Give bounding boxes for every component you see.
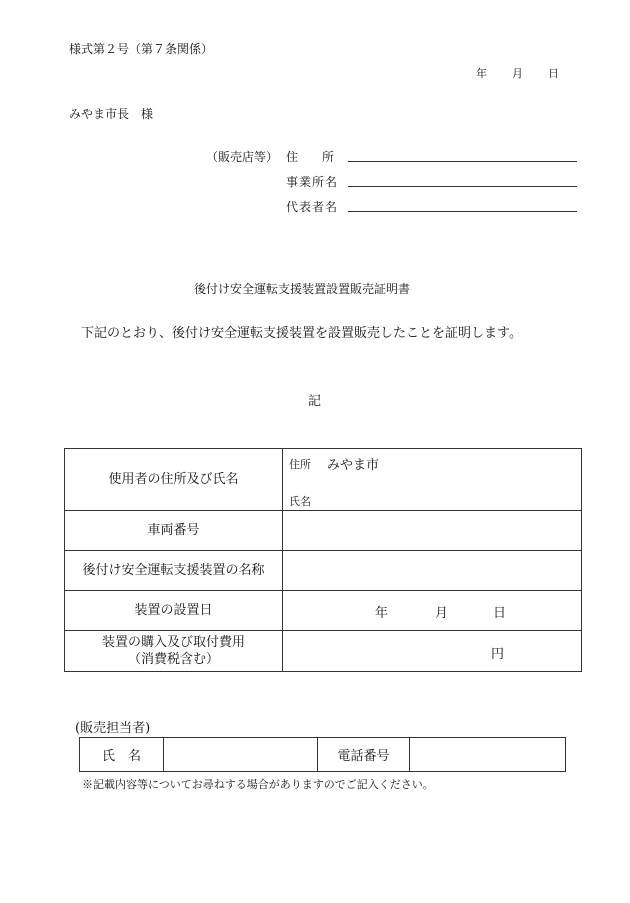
date-day-label: 日 [548,67,559,80]
table-row-vehicle [65,511,582,551]
table-row-cost [65,631,582,672]
install-date-label: 装置の設置日 [65,591,283,631]
seller-row [80,738,566,772]
device-label: 後付け安全運転支援装置の名称 [65,551,283,591]
table-row-user [65,449,582,511]
issuer-address-line[interactable] [348,161,577,162]
certificate-table [64,448,582,672]
address-value: みやま市 [327,458,380,473]
cost-label-line1: 装置の購入及び取付費用 [101,635,245,650]
vehicle-label: 車両番号 [65,511,283,551]
table-row-install-date [65,591,582,631]
date-year-label: 年 [476,67,487,80]
seller-heading: (販売担当者) [75,721,151,736]
ki-heading: 記 [308,394,322,409]
name-prefix: 氏名 [289,495,311,508]
device-value-cell[interactable] [283,551,582,591]
addressee: みやま市長 様 [69,107,154,121]
form-number: 様式第２号（第７条関係） [69,42,214,56]
cost-unit: 円 [491,647,505,662]
seller-phone-label: 電話番号 [318,738,410,772]
install-month-label: 月 [435,606,449,621]
user-value-cell[interactable] [283,449,582,511]
document-title: 後付け安全運転支援装置設置販売証明書 [194,282,411,296]
seller-name-field[interactable] [164,738,318,772]
install-year-label: 年 [375,606,389,621]
cost-label-line2: （消費税含む） [127,652,219,667]
issuer-office-line[interactable] [348,186,577,187]
seller-phone-field[interactable] [410,738,566,772]
statement: 下記のとおり、後付け安全運転支援装置を設置販売したことを証明します。 [81,326,522,341]
install-date-cell[interactable] [283,591,582,631]
user-label: 使用者の住所及び氏名 [65,449,283,511]
footnote: ※記載内容等についてお尋ねする場合がありますのでご記入ください。 [82,778,434,791]
date-month-label: 月 [512,67,523,80]
seller-name-label: 氏 名 [80,738,164,772]
issuer-role: （販売店等） [206,150,279,164]
vehicle-value-cell[interactable] [283,511,582,551]
seller-table [79,737,566,772]
table-row-device [65,551,582,591]
issuer-office-label: 事業所名 [286,175,339,189]
cost-value-cell[interactable] [283,631,582,672]
install-day-label: 日 [493,606,507,621]
address-prefix: 住所 [289,458,311,471]
issuer-representative-line[interactable] [348,211,577,212]
issuer-address-label: 住 所 [286,150,335,164]
issuer-representative-label: 代表者名 [286,200,339,214]
cost-label [65,631,283,672]
